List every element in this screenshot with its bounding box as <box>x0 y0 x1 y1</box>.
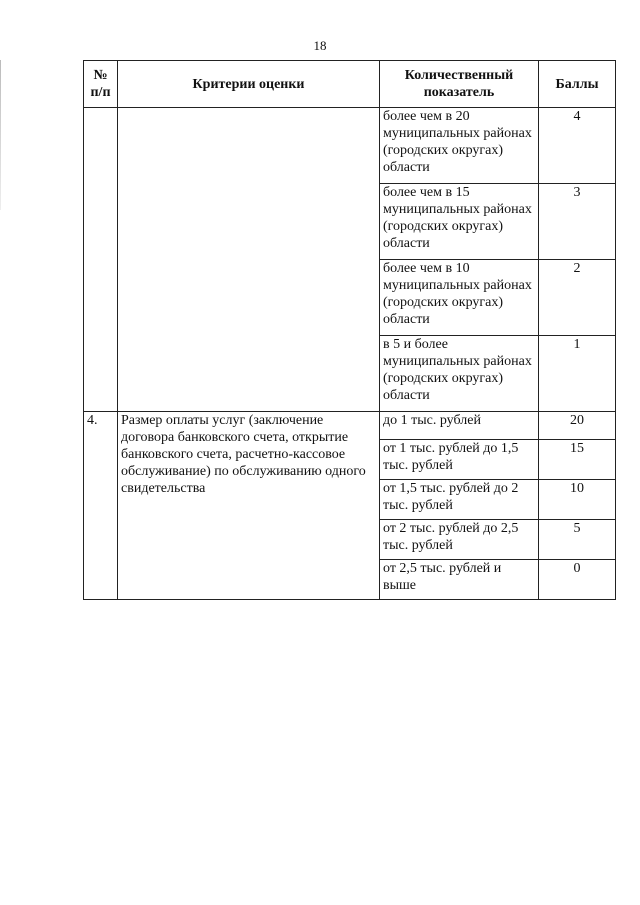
indicator-cell: более чем в 15 муниципальных районах (городских округах) области <box>380 184 539 260</box>
continuation-number-cell <box>84 108 118 412</box>
indicator-cell: до 1 тыс. рублей <box>380 412 539 440</box>
section4-criteria: Размер оплаты услуг (заключение договора банковского счета, открытие банковского счета, расчетно-кассовое обслуживание) по обслуживанию одного свидетельства <box>118 412 380 600</box>
criteria-table <box>83 60 616 600</box>
indicator-cell: в 5 и более муниципальных районах (городских округах) области <box>380 336 539 412</box>
table-header-row <box>84 61 616 108</box>
header-indicator: Количественный показатель <box>380 61 539 108</box>
continuation-criteria-cell <box>118 108 380 412</box>
header-number: № п/п <box>84 61 118 108</box>
indicator-cell: более чем в 10 муниципальных районах (городских округах) области <box>380 260 539 336</box>
score-cell: 5 <box>539 520 616 560</box>
scan-edge-mark <box>0 60 1 210</box>
indicator-cell: от 1,5 тыс. рублей до 2 тыс. рублей <box>380 480 539 520</box>
score-cell: 3 <box>539 184 616 260</box>
score-cell: 10 <box>539 480 616 520</box>
score-cell: 20 <box>539 412 616 440</box>
header-score: Баллы <box>539 61 616 108</box>
score-cell: 4 <box>539 108 616 184</box>
score-cell: 1 <box>539 336 616 412</box>
score-cell: 15 <box>539 440 616 480</box>
table-row <box>84 108 616 184</box>
indicator-cell: от 1 тыс. рублей до 1,5 тыс. рублей <box>380 440 539 480</box>
header-criteria: Критерии оценки <box>118 61 380 108</box>
table-row <box>84 412 616 440</box>
score-cell: 0 <box>539 560 616 600</box>
section4-number: 4. <box>84 412 118 600</box>
score-cell: 2 <box>539 260 616 336</box>
page-number: 18 <box>313 38 327 53</box>
indicator-cell: от 2 тыс. рублей до 2,5 тыс. рублей <box>380 520 539 560</box>
indicator-cell: от 2,5 тыс. рублей и выше <box>380 560 539 600</box>
indicator-cell: более чем в 20 муниципальных районах (городских округах) области <box>380 108 539 184</box>
